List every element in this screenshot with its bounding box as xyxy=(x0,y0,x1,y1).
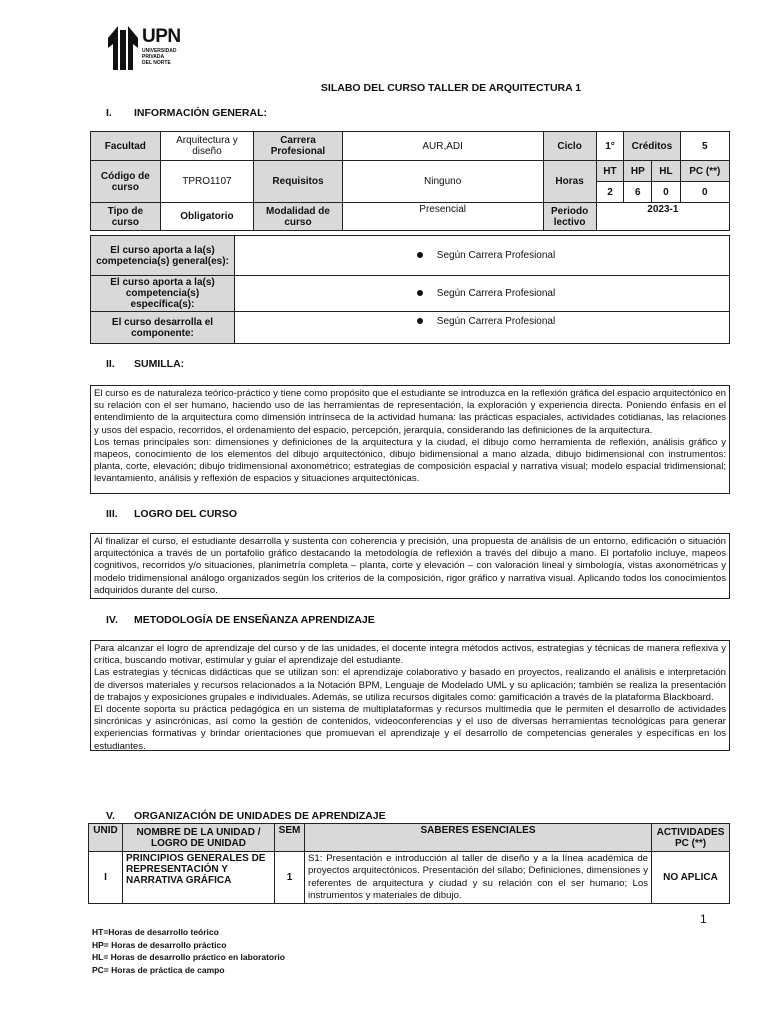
table-row xyxy=(89,852,730,904)
hl-label: HL xyxy=(652,161,680,182)
footnote-ht: HT=Horas de desarrollo teórico xyxy=(92,927,219,937)
componente-value: Según Carrera Profesional xyxy=(235,312,730,344)
hp-label: HP xyxy=(624,161,652,182)
section-heading-4: IV. METODOLOGÍA DE ENSEÑANZA APRENDIZAJE xyxy=(106,614,375,626)
ciclo-label: Ciclo xyxy=(543,132,596,161)
metodologia-paragraph: El docente soporta su práctica pedagógica en un sistema de multiplataformas y recursos multimedia que le permiten el desarrollo de actividades sincrónicas y asincrónicas, así como la gestión de contenidos, videoconferencias y el uso de diversas herramientas tecnológicas para generar experiencias formativas y brindar orientaciones que promuevan el aprendizaje y el desarrollo de competencias generales y específicas en los estudiantes. xyxy=(94,704,726,752)
unidades-table xyxy=(88,823,730,904)
hp-value: 6 xyxy=(624,182,652,203)
saberes-cell: S1: Presentación e introducción al taller de diseño y a la línea académica de proyectos arquitectónicos. Presentación del sílabo; Definiciones, dimensiones y referentes de arquitectura y ciudad y su relación con el ser humano; Los instrumentos y materiales de dibujo. xyxy=(305,852,652,904)
section-heading-1: I. INFORMACIÓN GENERAL: xyxy=(106,107,267,119)
sem-header: SEM xyxy=(275,824,305,852)
pc-label: PC (**) xyxy=(680,161,730,182)
logo-text: UPN xyxy=(142,26,181,47)
carrera-value: AUR,ADI xyxy=(342,132,543,161)
tipo-label: Tipo de curso xyxy=(91,203,161,231)
logro-box xyxy=(90,533,730,599)
competencias-table xyxy=(90,235,730,344)
footnotes xyxy=(92,926,285,976)
upn-logo xyxy=(106,24,181,74)
competencia-general-label: El curso aporta a la(s) competencia(s) general(es): xyxy=(91,236,235,276)
requisitos-label: Requisitos xyxy=(254,161,343,203)
upn-logo-icon xyxy=(106,24,140,72)
competencia-especifica-label: El curso aporta a la(s) competencia(s) específica(s): xyxy=(91,276,235,312)
unid-header: UNID xyxy=(89,824,123,852)
nombre-header: NOMBRE DE LA UNIDAD / LOGRO DE UNIDAD xyxy=(123,824,275,852)
logro-text: Al finalizar el curso, el estudiante desarrolla y sustenta con coherencia y precisión, una propuesta de análisis de un entorno, edificación o situación arquitectónica a través de un portafolio gráfico destacando la metodología de reflexión a través del dibujo a mano. El portafolio incluye, mapeos cognitivos, recorridos y/o situaciones, planimetría completa – planta, corte y elevación – con valoración lineal y simbología, vistas axonométricas y modelo tridimensional análogo organizados según los criterios de la composición, rigor gráfico y narrativa visual. Aplicando todos los conocimientos adquiridos durante del curso. xyxy=(94,536,726,596)
info-general-table xyxy=(90,131,730,231)
nombre-cell: PRINCIPIOS GENERALES DE REPRESENTACIÓN Y NARRATIVA GRÁFICA xyxy=(123,852,275,904)
document-title: SILABO DEL CURSO TALLER DE ARQUITECTURA 1 xyxy=(320,82,582,94)
pc-value: 0 xyxy=(680,182,730,203)
footnote-hp: HP= Horas de desarrollo práctico xyxy=(92,939,227,950)
sumilla-box xyxy=(90,385,730,494)
modalidad-value: Presencial xyxy=(342,203,543,231)
footnote-hl: HL= Horas de desarrollo práctico en laboratorio xyxy=(92,952,285,962)
actividades-header: ACTIVIDADES PC (**) xyxy=(652,824,730,852)
metodologia-paragraph: Para alcanzar el logro de aprendizaje del curso y de las unidades, el docente integra métodos activos, estrategias y técnicas de manera reflexiva y crítica, buscando motivar, estimular y guiar el aprendizaje del estudiante. xyxy=(94,643,726,667)
componente-label: El curso desarrolla el componente: xyxy=(91,312,235,344)
section-heading-3: III. LOGRO DEL CURSO xyxy=(106,508,238,520)
periodo-value: 2023-1 xyxy=(596,203,729,231)
footnote-pc: PC= Horas de práctica de campo xyxy=(92,964,225,975)
codigo-label: Código de curso xyxy=(91,161,161,203)
modalidad-label: Modalidad de curso xyxy=(254,203,343,231)
horas-label: Horas xyxy=(543,161,596,203)
ht-label: HT xyxy=(596,161,624,182)
hl-value: 0 xyxy=(652,182,680,203)
sem-cell: 1 xyxy=(275,852,305,904)
competencia-especifica-value: Según Carrera Profesional xyxy=(235,276,730,312)
requisitos-value: Ninguno xyxy=(342,161,543,203)
section-heading-5: V. ORGANIZACIÓN DE UNIDADES DE APRENDIZAJE xyxy=(106,810,386,822)
section-heading-2: II. SUMILLA: xyxy=(106,358,185,370)
metodologia-box xyxy=(90,640,730,751)
competencia-general-value: Según Carrera Profesional xyxy=(235,236,730,276)
ciclo-value: 1° xyxy=(596,132,624,161)
metodologia-paragraph: Las estrategias y técnicas didácticas que se utilizan son: el aprendizaje colaborativo y basado en proyectos, realizando el análisis e interpretación de diversos materiales y recursos relacionados a la Notación BPM, Lenguaje de Modelado UML y su aplicación; también se realiza la presentación de trabajos y exposiciones grupales e individuales. Además, se utiliza recursos digitales como: gamificación a través de la plataforma Blackboard. xyxy=(94,667,726,703)
periodo-label: Periodo lectivo xyxy=(543,203,596,231)
saberes-header: SABERES ESENCIALES xyxy=(305,824,652,852)
creditos-value: 5 xyxy=(680,132,730,161)
carrera-label: Carrera Profesional xyxy=(254,132,343,161)
facultad-value: Arquitectura y diseño xyxy=(160,132,254,161)
actividades-cell: NO APLICA xyxy=(652,852,730,904)
sumilla-paragraph: El curso es de naturaleza teórico-práctico y tiene como propósito que el estudiante se introduzca en la reflexión gráfica del espacio arquitectónico en su relación con el ser humano, haciendo uso de las herramientas de representación, la exploración y experiencia directa. Poniendo énfasis en el entendimiento de la arquitectura como dimensión intrínseca de la actividad humana: las prácticas espaciales, actividades cotidianas, las relaciones y usos del espacio, recorridos, el ordenamiento del espacio, percepción, jerarquía, considerando las definiciones de la arquitectura. xyxy=(94,388,726,436)
codigo-value: TPRO1107 xyxy=(160,161,254,203)
unid-cell: I xyxy=(89,852,123,904)
ht-value: 2 xyxy=(596,182,624,203)
creditos-label: Créditos xyxy=(624,132,680,161)
sumilla-paragraph: Los temas principales son: dimensiones y definiciones de la arquitectura y la ciudad, el dibujo como herramienta de reflexión, análisis gráfico y mapeos, conocimiento de los elementos del dibujo arquitectónico, dibujo bidimensional a mano alzada, dibujo bidimensional con instrumentos: planta, corte, elevación; dibujo tridimensional axonométrico; estrategias de composición espacial y narrativa visual; modelo espacial tridimensional; levantamiento, análisis y reflexión de espacios y situaciones arquitectónicas. xyxy=(94,436,726,485)
page-number: 1 xyxy=(700,912,707,926)
logo-subtitle: UNIVERSIDAD PRIVADA DEL NORTE xyxy=(142,48,177,66)
facultad-label: Facultad xyxy=(91,132,161,161)
tipo-value: Obligatorio xyxy=(160,203,254,231)
